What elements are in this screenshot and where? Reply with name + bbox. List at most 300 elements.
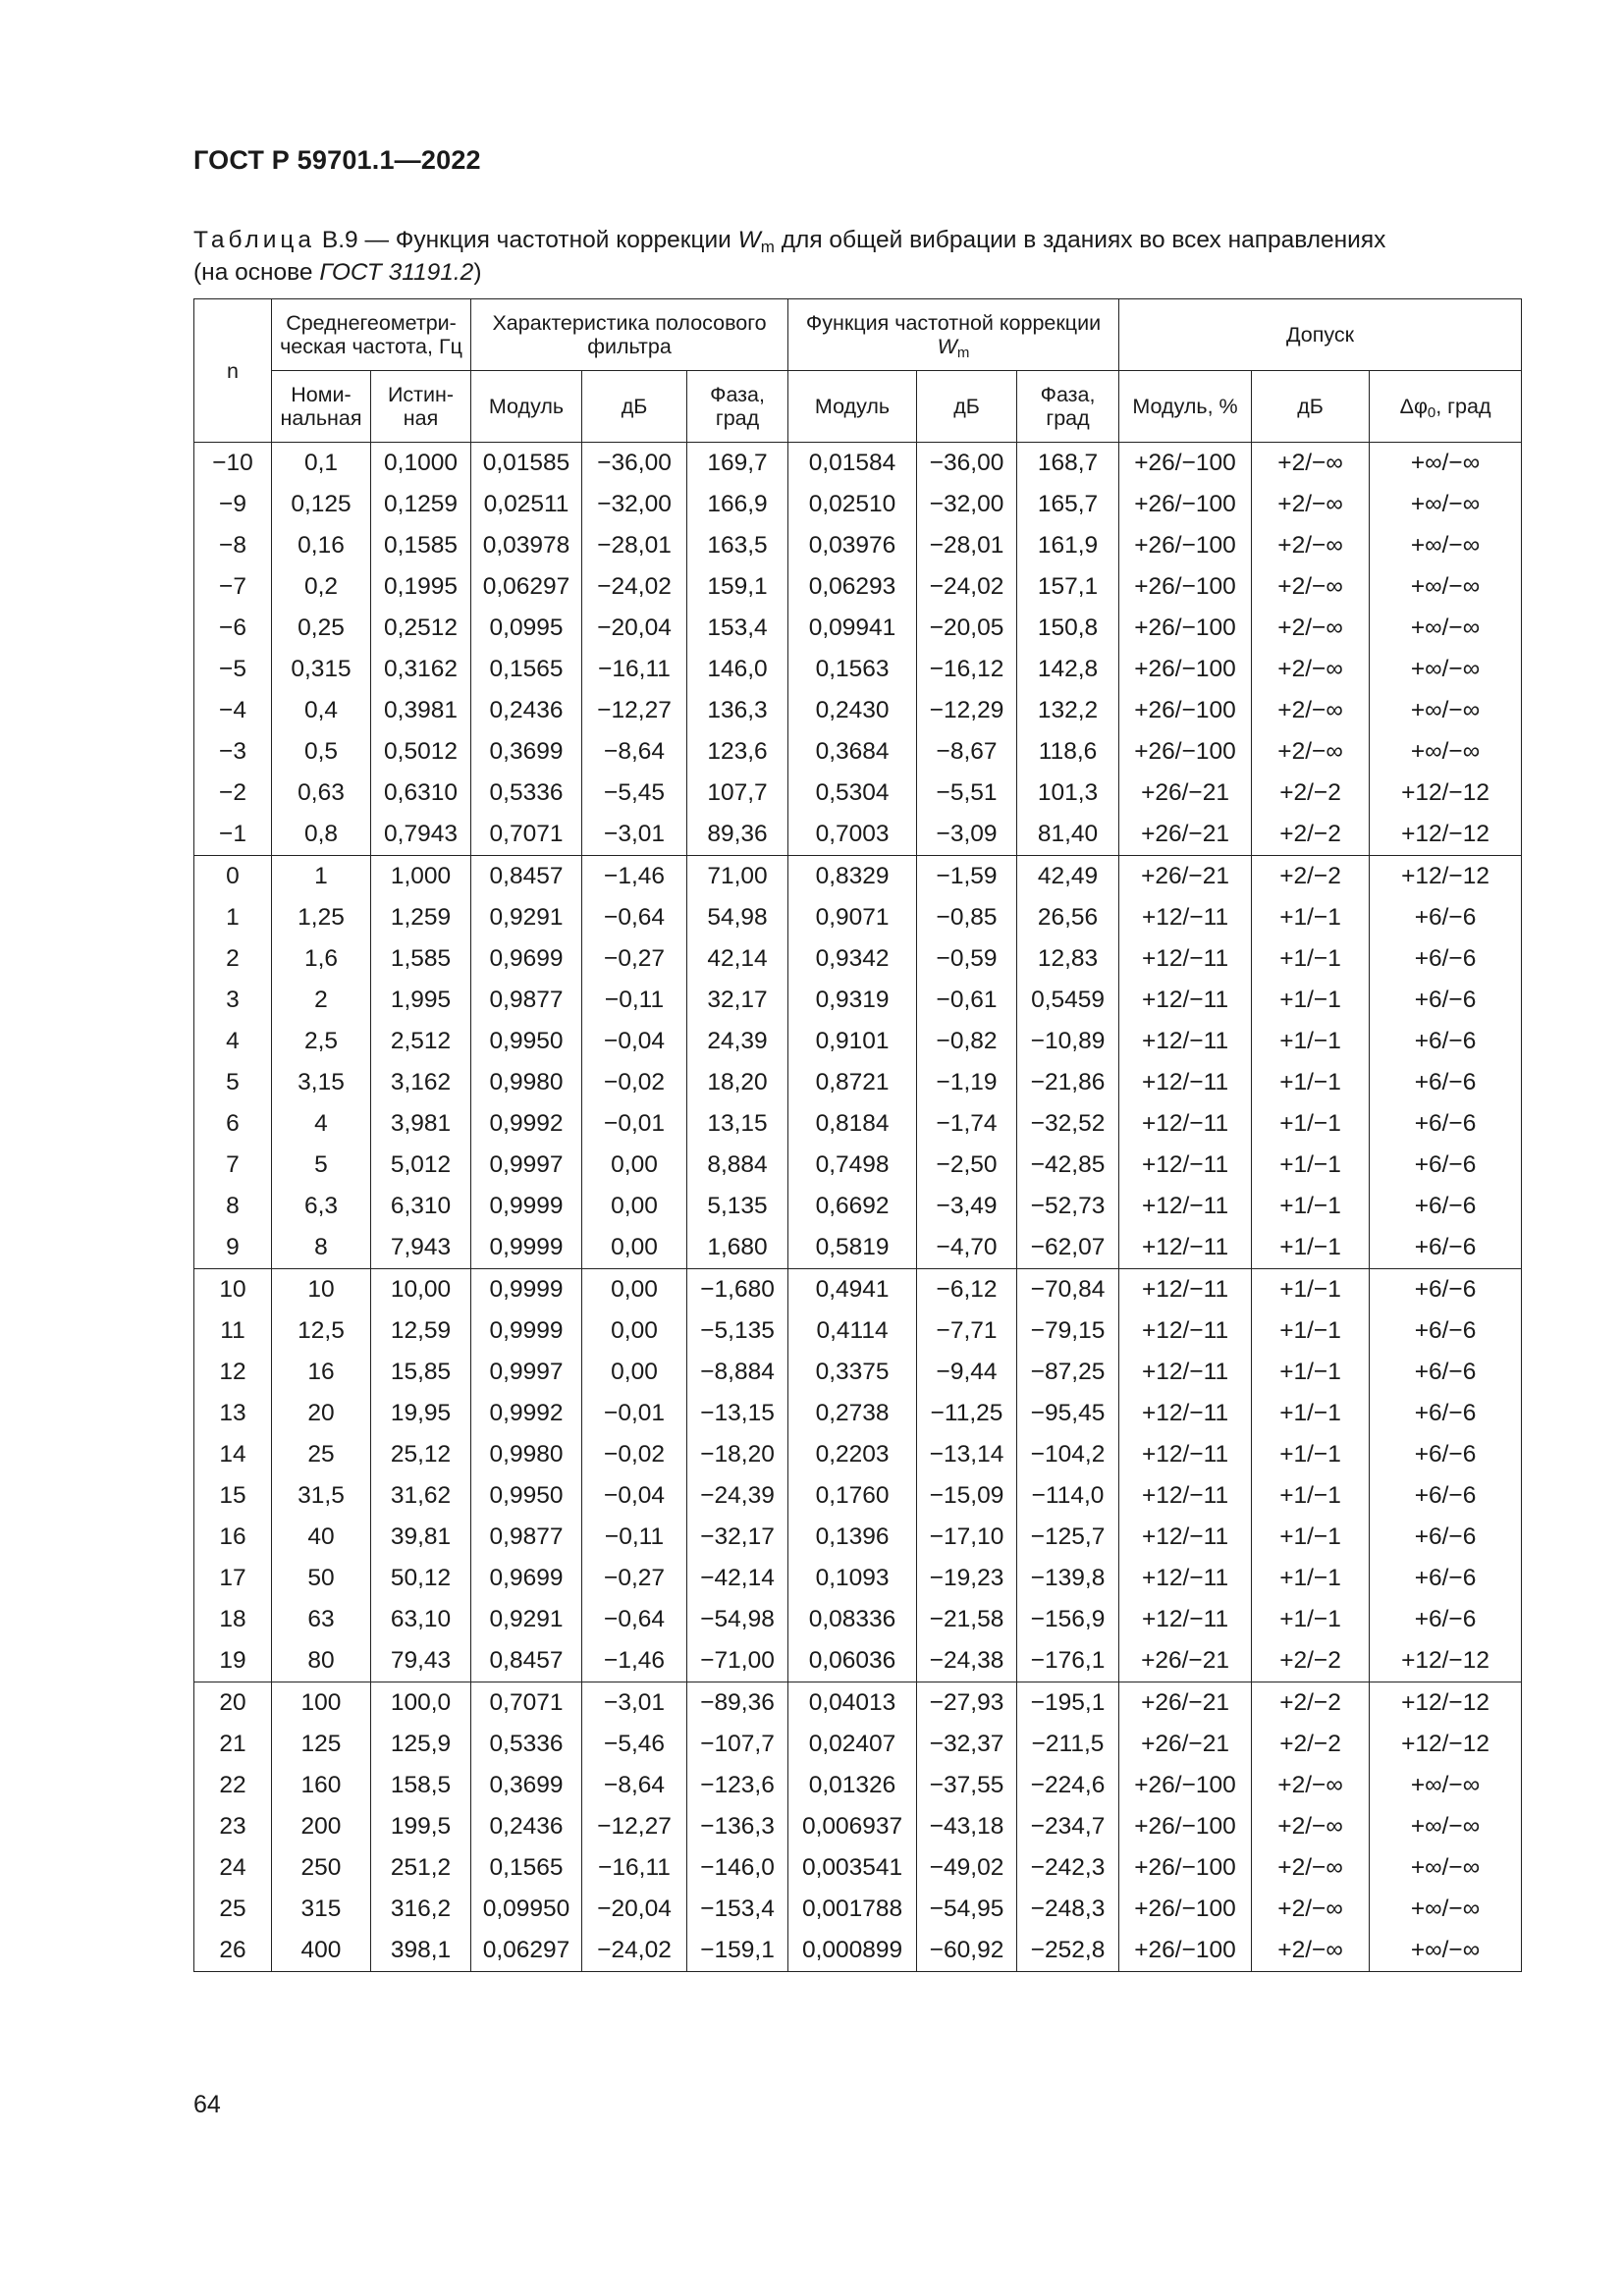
cell-tol-modulus: +12/−11	[1119, 897, 1252, 938]
cell-true-freq: 0,1585	[371, 525, 471, 566]
cell-nominal-freq: 8	[272, 1227, 371, 1269]
cell-true-freq: 31,62	[371, 1475, 471, 1517]
cell-tol-db: +1/−1	[1252, 1393, 1370, 1434]
cell-tol-db: +2/−∞	[1252, 649, 1370, 690]
cell-tol-modulus: +12/−11	[1119, 980, 1252, 1021]
cell-tol-modulus: +12/−11	[1119, 1227, 1252, 1269]
cell-filter-db: −1,46	[582, 1640, 687, 1682]
cell-tol-modulus: +26/−100	[1119, 1930, 1252, 1972]
cell-filter-db: −28,01	[582, 525, 687, 566]
cell-tol-phase: +6/−6	[1370, 1062, 1522, 1103]
cell-filter-db: −3,01	[582, 1682, 687, 1725]
cell-nominal-freq: 125	[272, 1724, 371, 1765]
caption-reference: ГОСТ 31191.2	[319, 259, 474, 286]
cell-tol-modulus: +12/−11	[1119, 1599, 1252, 1640]
cell-filter-db: −36,00	[582, 443, 687, 485]
cell-corr-phase: −156,9	[1017, 1599, 1119, 1640]
frequency-correction-table	[193, 298, 1522, 1972]
table-row	[194, 1599, 1522, 1640]
cell-tol-phase: +6/−6	[1370, 1103, 1522, 1145]
cell-corr-modulus: 0,001788	[788, 1889, 917, 1930]
cell-tol-modulus: +12/−11	[1119, 1558, 1252, 1599]
table-row	[194, 1393, 1522, 1434]
table-row	[194, 938, 1522, 980]
cell-tol-phase: +6/−6	[1370, 1434, 1522, 1475]
cell-filter-phase: 159,1	[687, 566, 788, 608]
cell-tol-db: +2/−∞	[1252, 1847, 1370, 1889]
cell-corr-modulus: 0,03976	[788, 525, 917, 566]
header-tol-db: дБ	[1252, 371, 1370, 443]
cell-nominal-freq: 16	[272, 1352, 371, 1393]
cell-n: 3	[194, 980, 272, 1021]
cell-filter-phase: 107,7	[687, 773, 788, 814]
cell-n: 15	[194, 1475, 272, 1517]
cell-nominal-freq: 0,8	[272, 814, 371, 856]
cell-n: 7	[194, 1145, 272, 1186]
cell-n: 20	[194, 1682, 272, 1725]
cell-tol-phase: +∞/−∞	[1370, 690, 1522, 731]
cell-true-freq: 19,95	[371, 1393, 471, 1434]
cell-tol-phase: +6/−6	[1370, 1310, 1522, 1352]
cell-filter-db: −0,04	[582, 1021, 687, 1062]
cell-filter-modulus: 0,9992	[471, 1393, 582, 1434]
cell-filter-db: −8,64	[582, 1765, 687, 1806]
cell-corr-modulus: 0,7498	[788, 1145, 917, 1186]
cell-filter-modulus: 0,06297	[471, 566, 582, 608]
cell-nominal-freq: 400	[272, 1930, 371, 1972]
cell-tol-db: +1/−1	[1252, 1352, 1370, 1393]
cell-tol-db: +1/−1	[1252, 1475, 1370, 1517]
cell-true-freq: 1,000	[371, 856, 471, 898]
cell-tol-modulus: +26/−100	[1119, 608, 1252, 649]
cell-filter-phase: −54,98	[687, 1599, 788, 1640]
cell-tol-phase: +6/−6	[1370, 1269, 1522, 1311]
cell-true-freq: 158,5	[371, 1765, 471, 1806]
cell-filter-db: −20,04	[582, 608, 687, 649]
cell-corr-modulus: 0,003541	[788, 1847, 917, 1889]
cell-corr-modulus: 0,06036	[788, 1640, 917, 1682]
cell-tol-phase: +∞/−∞	[1370, 731, 1522, 773]
cell-filter-db: −24,02	[582, 566, 687, 608]
cell-filter-db: −20,04	[582, 1889, 687, 1930]
cell-nominal-freq: 20	[272, 1393, 371, 1434]
table-row	[194, 1475, 1522, 1517]
cell-corr-phase: −176,1	[1017, 1640, 1119, 1682]
cell-tol-db: +2/−∞	[1252, 731, 1370, 773]
cell-tol-db: +1/−1	[1252, 1062, 1370, 1103]
cell-corr-modulus: 0,09941	[788, 608, 917, 649]
cell-filter-phase: 166,9	[687, 484, 788, 525]
cell-nominal-freq: 4	[272, 1103, 371, 1145]
cell-filter-modulus: 0,9992	[471, 1103, 582, 1145]
header-corr-modulus: Модуль	[788, 371, 917, 443]
cell-filter-modulus: 0,01585	[471, 443, 582, 485]
cell-filter-modulus: 0,1565	[471, 649, 582, 690]
cell-filter-modulus: 0,9999	[471, 1310, 582, 1352]
table-row	[194, 1724, 1522, 1765]
cell-n: −3	[194, 731, 272, 773]
cell-corr-modulus: 0,02407	[788, 1724, 917, 1765]
cell-tol-phase: +12/−12	[1370, 1682, 1522, 1725]
cell-tol-db: +2/−∞	[1252, 443, 1370, 485]
table-row	[194, 980, 1522, 1021]
cell-tol-db: +1/−1	[1252, 1310, 1370, 1352]
cell-tol-modulus: +26/−100	[1119, 443, 1252, 485]
cell-filter-db: −0,11	[582, 1517, 687, 1558]
cell-corr-modulus: 0,9319	[788, 980, 917, 1021]
cell-corr-phase: −242,3	[1017, 1847, 1119, 1889]
cell-filter-phase: −123,6	[687, 1765, 788, 1806]
cell-corr-modulus: 0,8184	[788, 1103, 917, 1145]
cell-filter-phase: −107,7	[687, 1724, 788, 1765]
header-tol-modulus: Модуль, %	[1119, 371, 1252, 443]
cell-tol-db: +1/−1	[1252, 1434, 1370, 1475]
cell-corr-db: −24,38	[917, 1640, 1017, 1682]
cell-filter-modulus: 0,9999	[471, 1227, 582, 1269]
cell-tol-db: +1/−1	[1252, 897, 1370, 938]
cell-filter-modulus: 0,0995	[471, 608, 582, 649]
cell-tol-phase: +∞/−∞	[1370, 1889, 1522, 1930]
cell-corr-modulus: 0,8329	[788, 856, 917, 898]
table-row	[194, 897, 1522, 938]
table-row	[194, 1145, 1522, 1186]
cell-filter-db: −0,02	[582, 1062, 687, 1103]
cell-tol-db: +2/−2	[1252, 856, 1370, 898]
table-row	[194, 1434, 1522, 1475]
cell-nominal-freq: 2	[272, 980, 371, 1021]
cell-tol-db: +2/−2	[1252, 1724, 1370, 1765]
cell-filter-phase: −42,14	[687, 1558, 788, 1599]
cell-filter-modulus: 0,03978	[471, 525, 582, 566]
cell-tol-phase: +12/−12	[1370, 856, 1522, 898]
cell-filter-db: −16,11	[582, 1847, 687, 1889]
cell-filter-db: −0,02	[582, 1434, 687, 1475]
cell-filter-phase: 54,98	[687, 897, 788, 938]
cell-n: 6	[194, 1103, 272, 1145]
cell-corr-phase: −10,89	[1017, 1021, 1119, 1062]
cell-filter-db: 0,00	[582, 1145, 687, 1186]
cell-corr-modulus: 0,3684	[788, 731, 917, 773]
cell-filter-modulus: 0,9980	[471, 1434, 582, 1475]
cell-filter-modulus: 0,5336	[471, 1724, 582, 1765]
cell-n: −1	[194, 814, 272, 856]
table-row	[194, 1682, 1522, 1725]
cell-filter-db: −8,64	[582, 731, 687, 773]
cell-filter-modulus: 0,9999	[471, 1186, 582, 1227]
cell-tol-db: +2/−∞	[1252, 1765, 1370, 1806]
cell-corr-db: −24,02	[917, 566, 1017, 608]
header-correction-text: Функция частотной коррекции	[805, 311, 1102, 335]
cell-tol-phase: +6/−6	[1370, 1021, 1522, 1062]
cell-tol-modulus: +26/−100	[1119, 1806, 1252, 1847]
cell-corr-phase: −95,45	[1017, 1393, 1119, 1434]
cell-tol-phase: +∞/−∞	[1370, 525, 1522, 566]
cell-tol-phase: +∞/−∞	[1370, 1930, 1522, 1972]
cell-tol-phase: +∞/−∞	[1370, 566, 1522, 608]
table-row	[194, 1765, 1522, 1806]
caption-symbol: W	[737, 227, 761, 253]
cell-true-freq: 251,2	[371, 1847, 471, 1889]
table-row	[194, 773, 1522, 814]
cell-n: 9	[194, 1227, 272, 1269]
cell-filter-modulus: 0,2436	[471, 690, 582, 731]
cell-tol-modulus: +26/−21	[1119, 814, 1252, 856]
cell-true-freq: 5,012	[371, 1145, 471, 1186]
cell-filter-modulus: 0,9291	[471, 1599, 582, 1640]
cell-filter-phase: 42,14	[687, 938, 788, 980]
header-tol-phase-sub: 0	[1427, 404, 1436, 421]
cell-n: 24	[194, 1847, 272, 1889]
cell-corr-phase: 12,83	[1017, 938, 1119, 980]
cell-corr-modulus: 0,01326	[788, 1765, 917, 1806]
header-tolerance: Допуск	[1119, 299, 1522, 371]
header-frequency: Среднегеометри-ческая частота, Гц	[272, 299, 471, 371]
cell-filter-modulus: 0,9999	[471, 1269, 582, 1311]
header-correction-symbol: W	[937, 335, 957, 358]
cell-corr-db: −9,44	[917, 1352, 1017, 1393]
cell-tol-phase: +∞/−∞	[1370, 608, 1522, 649]
cell-filter-phase: −153,4	[687, 1889, 788, 1930]
cell-n: 2	[194, 938, 272, 980]
cell-corr-db: −21,58	[917, 1599, 1017, 1640]
cell-corr-modulus: 0,006937	[788, 1806, 917, 1847]
cell-filter-phase: 169,7	[687, 443, 788, 485]
cell-filter-db: −5,46	[582, 1724, 687, 1765]
cell-tol-db: +1/−1	[1252, 1227, 1370, 1269]
cell-filter-modulus: 0,9877	[471, 980, 582, 1021]
cell-tol-phase: +6/−6	[1370, 1393, 1522, 1434]
table-row	[194, 1021, 1522, 1062]
cell-filter-db: −0,11	[582, 980, 687, 1021]
cell-true-freq: 125,9	[371, 1724, 471, 1765]
cell-true-freq: 50,12	[371, 1558, 471, 1599]
cell-true-freq: 15,85	[371, 1352, 471, 1393]
cell-corr-modulus: 0,1093	[788, 1558, 917, 1599]
table-caption	[193, 224, 1521, 289]
cell-tol-db: +1/−1	[1252, 1103, 1370, 1145]
cell-tol-db: +2/−2	[1252, 814, 1370, 856]
cell-filter-db: −0,01	[582, 1393, 687, 1434]
cell-filter-phase: 123,6	[687, 731, 788, 773]
cell-corr-db: −0,85	[917, 897, 1017, 938]
cell-filter-modulus: 0,3699	[471, 1765, 582, 1806]
table-row	[194, 484, 1522, 525]
cell-filter-db: −32,00	[582, 484, 687, 525]
header-filter-db: дБ	[582, 371, 687, 443]
cell-n: 25	[194, 1889, 272, 1930]
cell-filter-modulus: 0,2436	[471, 1806, 582, 1847]
table-row	[194, 649, 1522, 690]
cell-filter-phase: 13,15	[687, 1103, 788, 1145]
cell-filter-modulus: 0,8457	[471, 1640, 582, 1682]
cell-tol-db: +1/−1	[1252, 980, 1370, 1021]
cell-corr-modulus: 0,1563	[788, 649, 917, 690]
cell-tol-db: +2/−∞	[1252, 1930, 1370, 1972]
cell-n: 4	[194, 1021, 272, 1062]
cell-tol-db: +2/−2	[1252, 773, 1370, 814]
cell-corr-modulus: 0,01584	[788, 443, 917, 485]
cell-filter-modulus: 0,09950	[471, 1889, 582, 1930]
cell-corr-modulus: 0,1760	[788, 1475, 917, 1517]
cell-true-freq: 12,59	[371, 1310, 471, 1352]
cell-filter-phase: −89,36	[687, 1682, 788, 1725]
cell-tol-db: +1/−1	[1252, 1145, 1370, 1186]
cell-tol-modulus: +26/−100	[1119, 566, 1252, 608]
cell-tol-modulus: +12/−11	[1119, 1517, 1252, 1558]
cell-tol-modulus: +12/−11	[1119, 1352, 1252, 1393]
cell-corr-phase: −42,85	[1017, 1145, 1119, 1186]
cell-filter-modulus: 0,9291	[471, 897, 582, 938]
cell-corr-db: −0,82	[917, 1021, 1017, 1062]
cell-corr-phase: −70,84	[1017, 1269, 1119, 1311]
cell-filter-modulus: 0,9980	[471, 1062, 582, 1103]
cell-tol-modulus: +12/−11	[1119, 938, 1252, 980]
cell-true-freq: 39,81	[371, 1517, 471, 1558]
cell-tol-phase: +6/−6	[1370, 1517, 1522, 1558]
cell-filter-db: −0,27	[582, 1558, 687, 1599]
cell-nominal-freq: 160	[272, 1765, 371, 1806]
cell-nominal-freq: 5	[272, 1145, 371, 1186]
cell-n: −8	[194, 525, 272, 566]
cell-filter-db: 0,00	[582, 1269, 687, 1311]
cell-tol-phase: +6/−6	[1370, 1475, 1522, 1517]
cell-nominal-freq: 250	[272, 1847, 371, 1889]
cell-n: 22	[194, 1765, 272, 1806]
cell-corr-db: −15,09	[917, 1475, 1017, 1517]
cell-corr-db: −54,95	[917, 1889, 1017, 1930]
cell-corr-modulus: 0,06293	[788, 566, 917, 608]
cell-corr-db: −16,12	[917, 649, 1017, 690]
cell-filter-phase: −146,0	[687, 1847, 788, 1889]
cell-tol-modulus: +26/−100	[1119, 1847, 1252, 1889]
cell-corr-phase: −114,0	[1017, 1475, 1119, 1517]
header-tol-phase	[1370, 371, 1522, 443]
cell-filter-db: 0,00	[582, 1186, 687, 1227]
cell-tol-modulus: +26/−100	[1119, 1765, 1252, 1806]
cell-tol-db: +2/−∞	[1252, 1806, 1370, 1847]
cell-corr-phase: 132,2	[1017, 690, 1119, 731]
cell-true-freq: 199,5	[371, 1806, 471, 1847]
cell-corr-db: −19,23	[917, 1558, 1017, 1599]
cell-filter-db: 0,00	[582, 1310, 687, 1352]
cell-filter-phase: 1,680	[687, 1227, 788, 1269]
cell-corr-phase: −52,73	[1017, 1186, 1119, 1227]
cell-tol-modulus: +12/−11	[1119, 1475, 1252, 1517]
cell-tol-db: +1/−1	[1252, 1269, 1370, 1311]
table-row	[194, 856, 1522, 898]
document-header: ГОСТ Р 59701.1—2022	[193, 145, 481, 175]
cell-n: −7	[194, 566, 272, 608]
cell-corr-db: −6,12	[917, 1269, 1017, 1311]
cell-true-freq: 0,5012	[371, 731, 471, 773]
table-row	[194, 608, 1522, 649]
table-row	[194, 443, 1522, 485]
table-row	[194, 1847, 1522, 1889]
cell-corr-db: −43,18	[917, 1806, 1017, 1847]
cell-n: −4	[194, 690, 272, 731]
cell-true-freq: 0,1259	[371, 484, 471, 525]
cell-true-freq: 100,0	[371, 1682, 471, 1725]
cell-tol-db: +1/−1	[1252, 1599, 1370, 1640]
cell-tol-db: +2/−∞	[1252, 566, 1370, 608]
cell-n: 23	[194, 1806, 272, 1847]
cell-filter-phase: 89,36	[687, 814, 788, 856]
cell-filter-phase: −8,884	[687, 1352, 788, 1393]
cell-corr-phase: −21,86	[1017, 1062, 1119, 1103]
cell-filter-modulus: 0,9699	[471, 938, 582, 980]
cell-nominal-freq: 63	[272, 1599, 371, 1640]
cell-tol-modulus: +26/−21	[1119, 856, 1252, 898]
cell-filter-phase: 71,00	[687, 856, 788, 898]
cell-filter-phase: 163,5	[687, 525, 788, 566]
cell-filter-modulus: 0,06297	[471, 1930, 582, 1972]
cell-filter-phase: 5,135	[687, 1186, 788, 1227]
cell-tol-db: +2/−∞	[1252, 690, 1370, 731]
cell-tol-phase: +6/−6	[1370, 1227, 1522, 1269]
table-row	[194, 814, 1522, 856]
cell-filter-modulus: 0,9950	[471, 1021, 582, 1062]
cell-corr-modulus: 0,9101	[788, 1021, 917, 1062]
cell-nominal-freq: 3,15	[272, 1062, 371, 1103]
cell-corr-modulus: 0,02510	[788, 484, 917, 525]
cell-tol-modulus: +26/−100	[1119, 525, 1252, 566]
cell-tol-db: +1/−1	[1252, 1517, 1370, 1558]
page-number: 64	[193, 2091, 221, 2118]
cell-tol-modulus: +12/−11	[1119, 1103, 1252, 1145]
cell-tol-modulus: +12/−11	[1119, 1145, 1252, 1186]
table-row	[194, 1517, 1522, 1558]
cell-filter-phase: −136,3	[687, 1806, 788, 1847]
cell-corr-phase: 161,9	[1017, 525, 1119, 566]
cell-tol-phase: +6/−6	[1370, 1352, 1522, 1393]
cell-true-freq: 25,12	[371, 1434, 471, 1475]
cell-n: 16	[194, 1517, 272, 1558]
cell-corr-phase: −248,3	[1017, 1889, 1119, 1930]
cell-filter-phase: −32,17	[687, 1517, 788, 1558]
cell-corr-db: −0,59	[917, 938, 1017, 980]
cell-tol-phase: +12/−12	[1370, 814, 1522, 856]
header-true: Истин-ная	[371, 371, 471, 443]
cell-corr-db: −32,37	[917, 1724, 1017, 1765]
cell-true-freq: 0,1000	[371, 443, 471, 485]
cell-corr-db: −37,55	[917, 1765, 1017, 1806]
cell-filter-db: −5,45	[582, 773, 687, 814]
cell-corr-phase: −195,1	[1017, 1682, 1119, 1725]
cell-filter-phase: 153,4	[687, 608, 788, 649]
cell-tol-modulus: +26/−100	[1119, 1889, 1252, 1930]
cell-tol-phase: +∞/−∞	[1370, 649, 1522, 690]
cell-tol-phase: +∞/−∞	[1370, 1847, 1522, 1889]
cell-corr-db: −17,10	[917, 1517, 1017, 1558]
cell-corr-phase: −32,52	[1017, 1103, 1119, 1145]
cell-tol-modulus: +12/−11	[1119, 1021, 1252, 1062]
cell-corr-db: −3,09	[917, 814, 1017, 856]
cell-tol-modulus: +26/−21	[1119, 1682, 1252, 1725]
cell-corr-db: −12,29	[917, 690, 1017, 731]
cell-n: −9	[194, 484, 272, 525]
table-row	[194, 1186, 1522, 1227]
cell-tol-phase: +∞/−∞	[1370, 1806, 1522, 1847]
cell-true-freq: 3,162	[371, 1062, 471, 1103]
cell-n: 12	[194, 1352, 272, 1393]
cell-tol-phase: +6/−6	[1370, 1186, 1522, 1227]
caption-text-after: для общей вибрации в зданиях во всех направлениях	[781, 227, 1386, 253]
cell-tol-db: +2/−∞	[1252, 1889, 1370, 1930]
cell-nominal-freq: 0,2	[272, 566, 371, 608]
cell-corr-phase: −87,25	[1017, 1352, 1119, 1393]
table-row	[194, 1103, 1522, 1145]
table-row	[194, 1558, 1522, 1599]
